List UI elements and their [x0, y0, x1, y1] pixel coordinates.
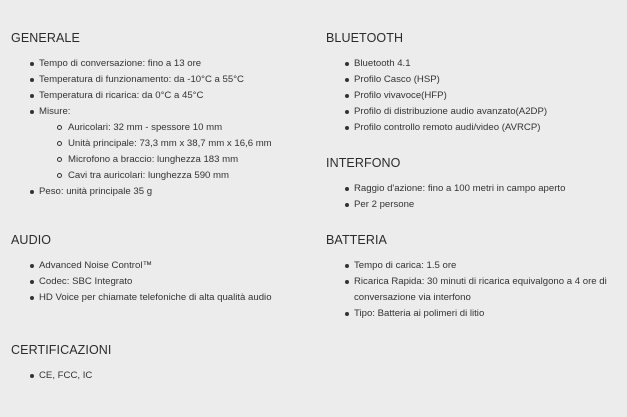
list-item: Tipo: Batteria ai polimeri di litio: [326, 306, 624, 322]
sublist-item: Auricolari: 32 mm - spessore 10 mm: [39, 120, 311, 136]
list-item: Bluetooth 4.1: [326, 56, 624, 72]
sublist-item: Cavi tra auricolari: lunghezza 590 mm: [39, 168, 311, 184]
generale-list: [11, 56, 311, 200]
list-item: Temperatura di funzionamento: da -10°C a 55°C: [11, 72, 311, 88]
list-item: Codec: SBC Integrato: [11, 274, 311, 290]
list-item: CE, FCC, IC: [11, 368, 311, 384]
section-title-batteria: BATTERIA: [326, 233, 387, 247]
list-item-misure: [11, 104, 311, 184]
bluetooth-list: [326, 56, 624, 136]
list-item: Advanced Noise Control™: [11, 258, 311, 274]
interfono-list: [326, 181, 624, 213]
list-item: Profilo controllo remoto audi/video (AVRCP): [326, 120, 624, 136]
list-item: Ricarica Rapida: 30 minuti di ricarica equivalgono a 4 ore di conversazione via interfono: [326, 274, 624, 306]
list-item: Profilo di distribuzione audio avanzato(A2DP): [326, 104, 624, 120]
section-title-audio: AUDIO: [11, 233, 52, 247]
list-item: Tempo di conversazione: fino a 13 ore: [11, 56, 311, 72]
sublist-item: Microfono a braccio: lunghezza 183 mm: [39, 152, 311, 168]
list-item: Profilo Casco (HSP): [326, 72, 624, 88]
section-title-bluetooth: BLUETOOTH: [326, 31, 404, 45]
section-bluetooth: [326, 30, 624, 136]
section-interfono: [326, 155, 624, 213]
section-title-certificazioni: CERTIFICAZIONI: [11, 343, 112, 357]
list-item: HD Voice per chiamate telefoniche di alta qualità audio: [11, 290, 311, 306]
section-title-interfono: INTERFONO: [326, 156, 401, 170]
list-item: Raggio d'azione: fino a 100 metri in campo aperto: [326, 181, 624, 197]
list-item: Tempo di carica: 1.5 ore: [326, 258, 624, 274]
section-audio: [11, 232, 311, 306]
sublist-item: Unità principale: 73,3 mm x 38,7 mm x 16,6 mm: [39, 136, 311, 152]
batteria-list: [326, 258, 624, 322]
misure-label: Misure:: [39, 106, 71, 117]
certificazioni-list: [11, 368, 311, 384]
audio-list: [11, 258, 311, 306]
misure-sublist: [39, 120, 311, 184]
list-item: Peso: unità principale 35 g: [11, 184, 311, 200]
section-title-generale: GENERALE: [11, 31, 80, 45]
section-certificazioni: [11, 342, 311, 384]
list-item: Per 2 persone: [326, 197, 624, 213]
list-item: Temperatura di ricarica: da 0°C a 45°C: [11, 88, 311, 104]
section-batteria: [326, 232, 624, 322]
list-item: Profilo vivavoce(HFP): [326, 88, 624, 104]
section-generale: [11, 30, 311, 200]
